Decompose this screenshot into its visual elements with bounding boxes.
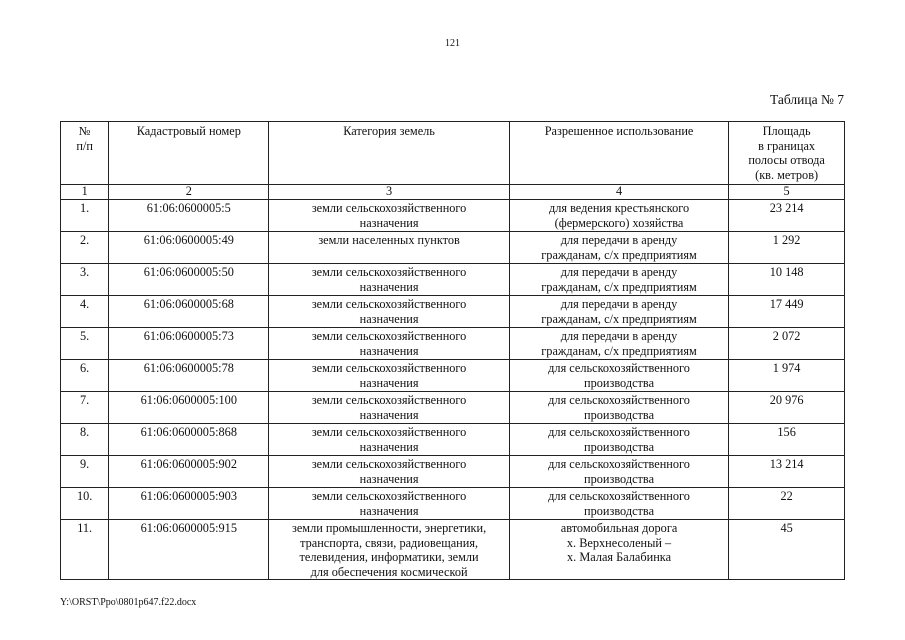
- table-row: [61, 328, 845, 360]
- land-category-cell: земли сельскохозяйственного назначения: [269, 328, 510, 360]
- row-number-cell: 7.: [61, 392, 109, 424]
- row-number-cell: 1.: [61, 200, 109, 232]
- column-number: 2: [109, 185, 269, 200]
- column-number: 1: [61, 185, 109, 200]
- permitted-use-cell: для передачи в аренду гражданам, с/х предприятиям: [509, 328, 728, 360]
- row-number-cell: 4.: [61, 296, 109, 328]
- land-category-cell: земли сельскохозяйственного назначения: [269, 424, 510, 456]
- row-number-cell: 11.: [61, 520, 109, 580]
- table-title: Таблица № 7: [770, 92, 844, 107]
- cadastral-number-cell: 61:06:0600005:50: [109, 264, 269, 296]
- cadastral-number-cell: 61:06:0600005:902: [109, 456, 269, 488]
- area-cell: 1 292: [729, 232, 845, 264]
- land-plots-table: [60, 121, 845, 580]
- land-category-cell: земли сельскохозяйственного назначения: [269, 264, 510, 296]
- header-permitted-use: Разрешенное использование: [509, 122, 728, 185]
- area-cell: 17 449: [729, 296, 845, 328]
- area-cell: 10 148: [729, 264, 845, 296]
- column-number: 4: [509, 185, 728, 200]
- column-numbers-row: [61, 185, 845, 200]
- area-cell: 156: [729, 424, 845, 456]
- land-category-cell: земли сельскохозяйственного назначения: [269, 200, 510, 232]
- cadastral-number-cell: 61:06:0600005:915: [109, 520, 269, 580]
- row-number-cell: 2.: [61, 232, 109, 264]
- permitted-use-cell: автомобильная дорога х. Верхнесоленый – х. Малая Балабинка: [509, 520, 728, 580]
- cadastral-number-cell: 61:06:0600005:100: [109, 392, 269, 424]
- permitted-use-cell: для сельскохозяйственного производства: [509, 488, 728, 520]
- header-area: Площадь в границах полосы отвода (кв. метров): [729, 122, 845, 185]
- permitted-use-cell: для сельскохозяйственного производства: [509, 456, 728, 488]
- cadastral-number-cell: 61:06:0600005:73: [109, 328, 269, 360]
- area-cell: 13 214: [729, 456, 845, 488]
- permitted-use-cell: для передачи в аренду гражданам, с/х предприятиям: [509, 296, 728, 328]
- table-row: [61, 488, 845, 520]
- table-row: [61, 296, 845, 328]
- header-land-category: Категория земель: [269, 122, 510, 185]
- column-number: 3: [269, 185, 510, 200]
- row-number-cell: 9.: [61, 456, 109, 488]
- permitted-use-cell: для сельскохозяйственного производства: [509, 392, 728, 424]
- area-cell: 45: [729, 520, 845, 580]
- cadastral-number-cell: 61:06:0600005:5: [109, 200, 269, 232]
- land-category-cell: земли сельскохозяйственного назначения: [269, 296, 510, 328]
- table-row: [61, 232, 845, 264]
- table-body: [61, 185, 845, 580]
- area-cell: 1 974: [729, 360, 845, 392]
- land-category-cell: земли сельскохозяйственного назначения: [269, 360, 510, 392]
- land-category-cell: земли сельскохозяйственного назначения: [269, 456, 510, 488]
- area-cell: 2 072: [729, 328, 845, 360]
- table-row: [61, 264, 845, 296]
- land-category-cell: земли промышленности, энергетики, транспорта, связи, радиовещания, телевидения, информатики, земли для обеспечения космической: [269, 520, 510, 580]
- table-header-row: [61, 122, 845, 185]
- land-category-cell: земли населенных пунктов: [269, 232, 510, 264]
- area-cell: 20 976: [729, 392, 845, 424]
- table-row: [61, 200, 845, 232]
- row-number-cell: 8.: [61, 424, 109, 456]
- table-row: [61, 456, 845, 488]
- row-number-cell: 6.: [61, 360, 109, 392]
- table-row: [61, 424, 845, 456]
- cadastral-number-cell: 61:06:0600005:903: [109, 488, 269, 520]
- cadastral-number-cell: 61:06:0600005:68: [109, 296, 269, 328]
- header-cadastral-number: Кадастровый номер: [109, 122, 269, 185]
- land-category-cell: земли сельскохозяйственного назначения: [269, 488, 510, 520]
- cadastral-number-cell: 61:06:0600005:78: [109, 360, 269, 392]
- row-number-cell: 3.: [61, 264, 109, 296]
- header-number: № п/п: [61, 122, 109, 185]
- table-row: [61, 392, 845, 424]
- row-number-cell: 5.: [61, 328, 109, 360]
- area-cell: 23 214: [729, 200, 845, 232]
- permitted-use-cell: для сельскохозяйственного производства: [509, 360, 728, 392]
- cadastral-number-cell: 61:06:0600005:868: [109, 424, 269, 456]
- column-number: 5: [729, 185, 845, 200]
- permitted-use-cell: для сельскохозяйственного производства: [509, 424, 728, 456]
- footer-file-path: Y:\ORST\Ppo\0801p647.f22.docx: [60, 597, 197, 608]
- cadastral-number-cell: 61:06:0600005:49: [109, 232, 269, 264]
- table-row: [61, 520, 845, 580]
- land-category-cell: земли сельскохозяйственного назначения: [269, 392, 510, 424]
- table-row: [61, 360, 845, 392]
- permitted-use-cell: для передачи в аренду гражданам, с/х предприятиям: [509, 264, 728, 296]
- area-cell: 22: [729, 488, 845, 520]
- page-number: 121: [445, 38, 460, 49]
- permitted-use-cell: для ведения крестьянского (фермерского) хозяйства: [509, 200, 728, 232]
- row-number-cell: 10.: [61, 488, 109, 520]
- permitted-use-cell: для передачи в аренду гражданам, с/х предприятиям: [509, 232, 728, 264]
